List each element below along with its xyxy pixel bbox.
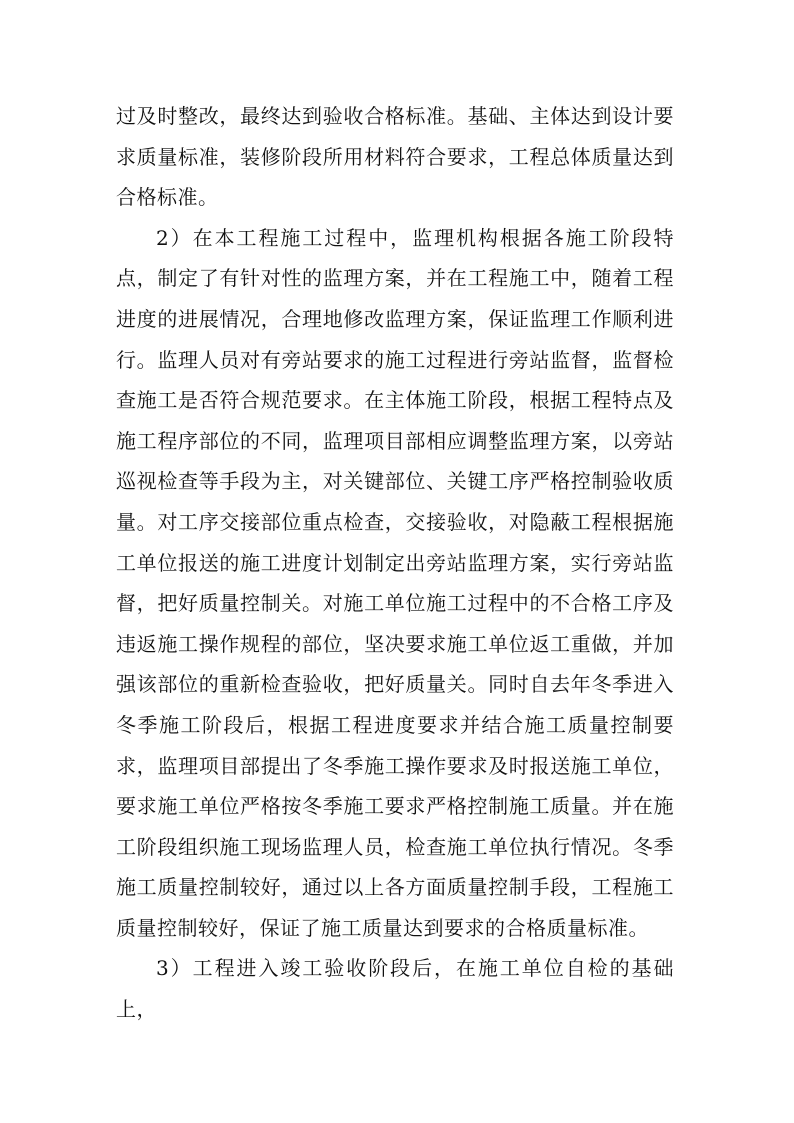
- paragraph-item-2: 2）在本工程施工过程中，监理机构根据各施工阶段特点，制定了有针对性的监理方案，并在工程施工中，随着工程进度的进展情况，合理地修改监理方案，保证监理工作顺利进行。监理人员对有旁站要求的施工过程进行旁站监督，监督检查施工是否符合规范要求。在主体施工阶段，根据工程特点及施工程序部位的不同，监理项目部相应调整监理方案，以旁站巡视检查等手段为主，对关键部位、关键工序严格控制验收质量。对工序交接部位重点检查，交接验收，对隐蔽工程根据施工单位报送的施工进度计划制定出旁站监理方案，实行旁站监督，把好质量控制关。对施工单位施工过程中的不合格工序及违返施工操作规程的部位，坚决要求施工单位返工重做，并加强该部位的重新检查验收，把好质量关。同时自去年冬季进入冬季施工阶段后，根据工程进度要求并结合施工质量控制要求，监理项目部提出了冬季施工操作要求及时报送施工单位，要求施工单位严格按冬季施工要求严格控制施工质量。并在施工阶段组织施工现场监理人员，检查施工单位执行情况。冬季施工质量控制较好，通过以上各方面质量控制手段，工程施工质量控制较好，保证了施工质量达到要求的合格质量标准。: [116, 225, 674, 940]
- document-body: [116, 96, 674, 1030]
- paragraph-continuation: 过及时整改，最终达到验收合格标准。基础、主体达到设计要求质量标准，装修阶段所用材料符合要求，工程总体质量达到合格标准。: [116, 104, 674, 210]
- paragraph-item-3: 3）工程进入竣工验收阶段后，在施工单位自检的基础上，: [116, 956, 674, 1022]
